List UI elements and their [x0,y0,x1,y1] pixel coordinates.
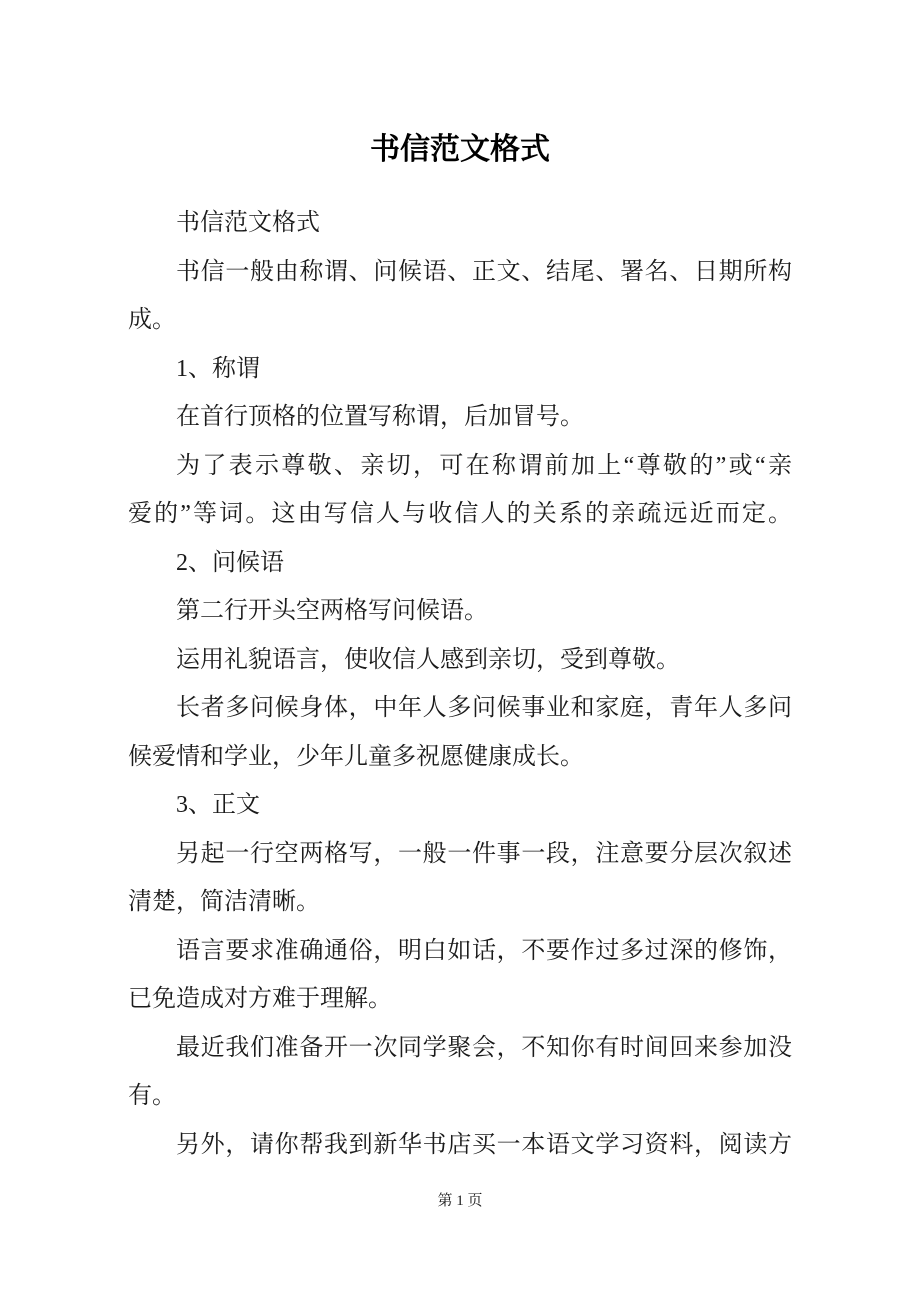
text-line: 另起一行空两格写，一般一件事一段，注意要分层次叙述 [176,840,792,867]
document-title: 书信范文格式 [370,133,550,166]
text-line: 3、正文 [176,792,260,818]
text-line: 为了表示尊敬、亲切，可在称谓前加上“尊敬的”或“亲 [176,452,792,479]
text-line: 成。 [128,307,176,333]
text-line: 清楚，简洁清晰。 [128,889,320,915]
page-footer [0,1190,920,1212]
text-line: 已免造成对方难于理解。 [128,986,392,1012]
text-line: 2、问候语 [176,549,284,576]
text-line: 第二行开头空两格写问候语。 [176,598,488,624]
text-line: 长者多问候身体，中年人多问候事业和家庭，青年人多问 [176,695,792,721]
text-line: 最近我们准备开一次同学聚会，不知你有时间回来参加没 [176,1034,792,1061]
text-line: 运用礼貌语言，使收信人感到亲切，受到尊敬。 [176,646,680,673]
text-line: 有。 [128,1083,176,1109]
text-line: 候爱情和学业，少年儿童多祝愿健康成长。 [128,743,584,770]
text-line: 语言要求准确通俗，明白如话，不要作过多过深的修饰， [176,937,792,964]
text-line: 另外，请你帮我到新华书店买一本语文学习资料，阅读方 [176,1131,792,1158]
page-number-label: 第 1 页 [437,1193,483,1209]
text-line: 在首行顶格的位置写称谓，后加冒号。 [176,404,584,430]
text-line: 书信一般由称谓、问候语、正文、结尾、署名、日期所构 [176,258,792,285]
text-line: 1、称谓 [176,355,260,382]
text-line: 爱的”等词。这由写信人与收信人的关系的亲疏远近而定。 [128,501,792,527]
document-body [128,199,792,1169]
text-line: 书信范文格式 [176,210,320,236]
